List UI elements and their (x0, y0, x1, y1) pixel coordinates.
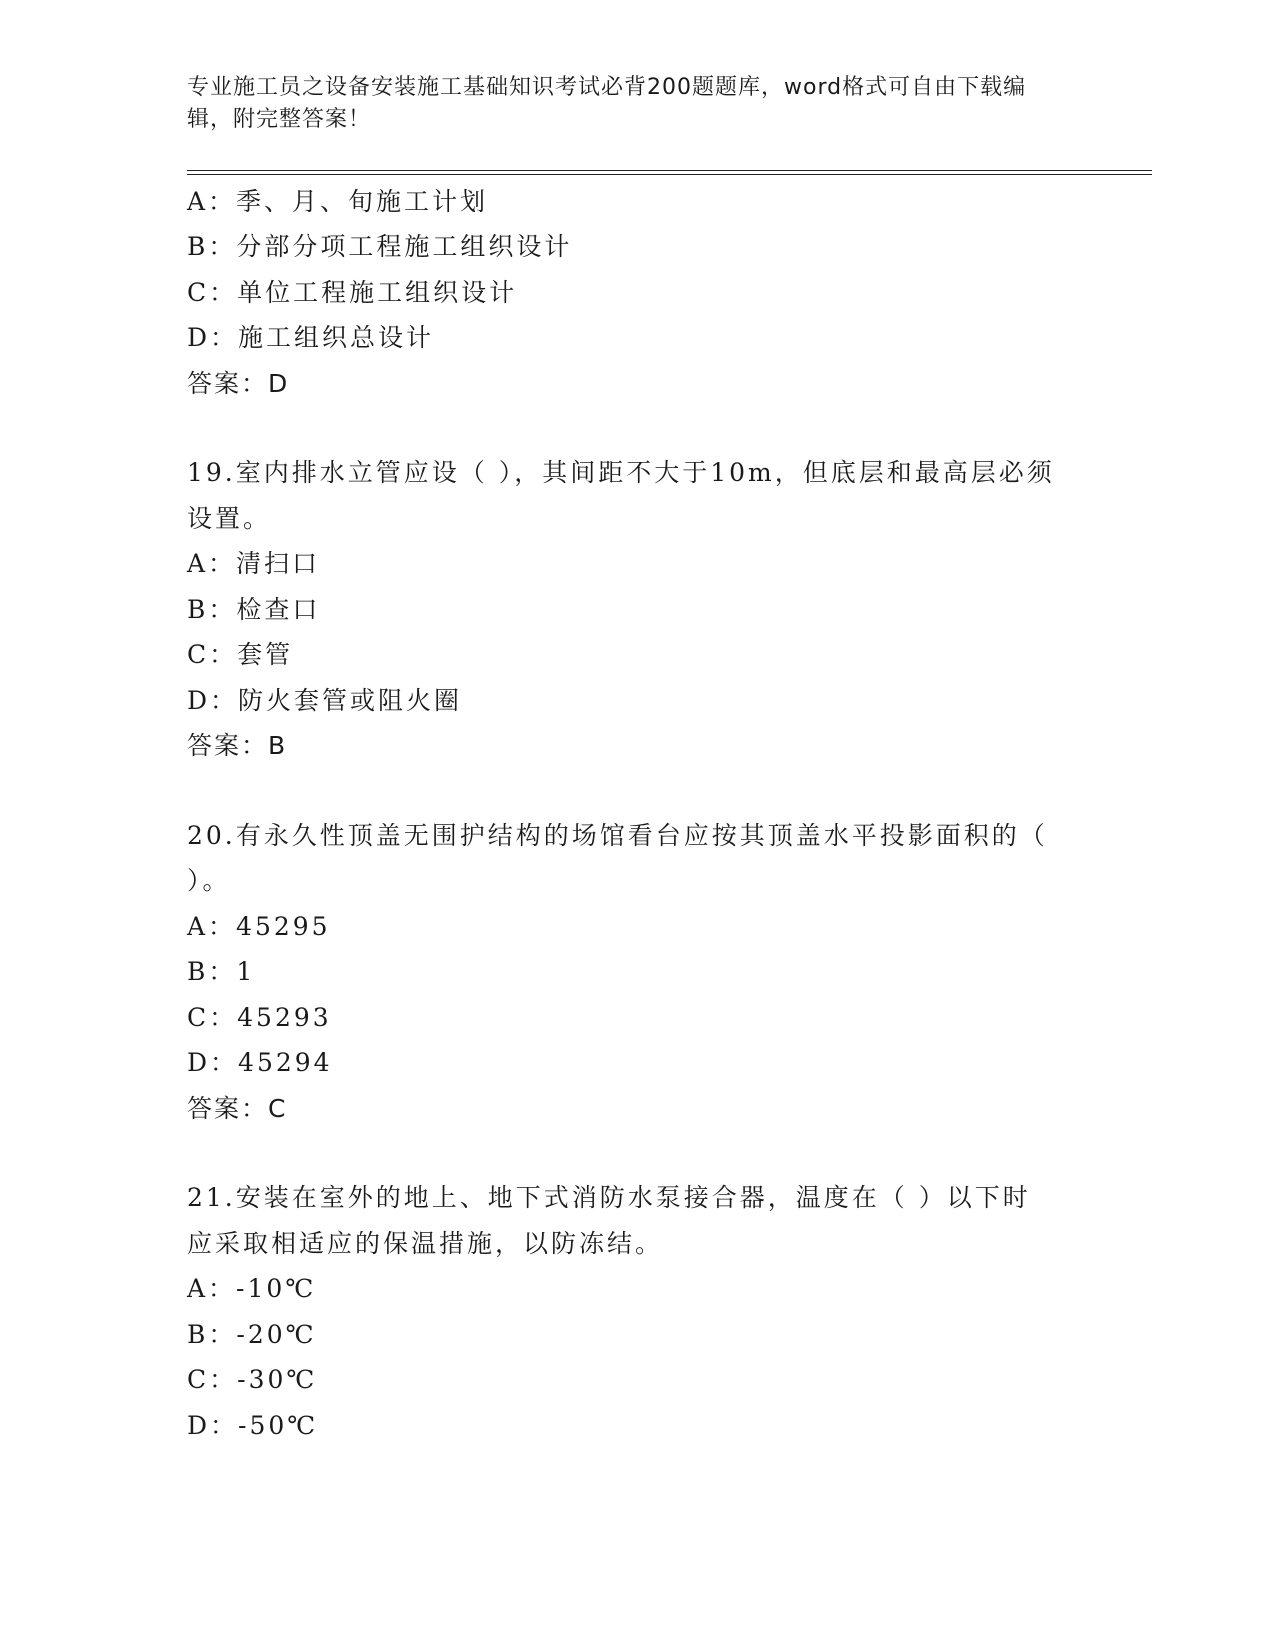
question-stem-continued: 设置。 (187, 503, 272, 533)
header-divider (187, 170, 1152, 175)
document-page (187, 72, 1152, 1448)
option-b: B：检查口 (187, 594, 321, 624)
question-21 (187, 1175, 1152, 1448)
question-list (187, 179, 1152, 1449)
option-a: A：清扫口 (187, 549, 321, 578)
option-c: C：-30℃ (187, 1365, 318, 1394)
option-c: C：45293 (187, 1002, 332, 1032)
spacer (187, 406, 1152, 450)
question-stem-continued: 应采取相适应的保温措施，以防冻结。 (187, 1228, 664, 1258)
question-stem: 21.安装在室外的地上、地下式消防水泵接合器，温度在（ ）以下时 (187, 1183, 1031, 1212)
option-a: A：-10℃ (187, 1274, 317, 1303)
option-d: D：施工组织总设计 (187, 323, 435, 352)
option-b: B：分部分项工程施工组织设计 (187, 232, 573, 261)
option-a: A：45295 (187, 911, 331, 941)
option-d: D：-50℃ (187, 1410, 319, 1440)
question-20 (187, 813, 1152, 1132)
question-stem-continued: ）。 (187, 866, 231, 895)
option-b: B：-20℃ (187, 1319, 317, 1349)
question-stem: 19.室内排水立管应设（ ），其间距不大于10m，但底层和最高层必须 (187, 458, 1055, 487)
question-stem: 20.有永久性顶盖无围护结构的场馆看台应按其顶盖水平投影面积的（ (187, 820, 1048, 850)
question-18-continuation (187, 179, 1152, 407)
option-b: B：1 (187, 957, 256, 986)
document-header-title: 专业施工员之设备安装施工基础知识考试必背200题题库，word格式可自由下载编辑，附完整答案！ (187, 75, 1027, 132)
option-c: C：单位工程施工组织设计 (187, 277, 518, 307)
option-c: C：套管 (187, 640, 294, 669)
spacer (187, 769, 1152, 813)
option-d: D：45294 (187, 1048, 333, 1077)
question-19 (187, 450, 1152, 769)
answer-label: 答案：C (187, 1093, 288, 1123)
spacer (187, 1131, 1152, 1175)
answer-label: 答案：B (187, 731, 288, 760)
option-a: A：季、月、旬施工计划 (187, 186, 489, 216)
answer-label: 答案：D (187, 368, 290, 398)
option-d: D：防火套管或阻火圈 (187, 685, 463, 715)
